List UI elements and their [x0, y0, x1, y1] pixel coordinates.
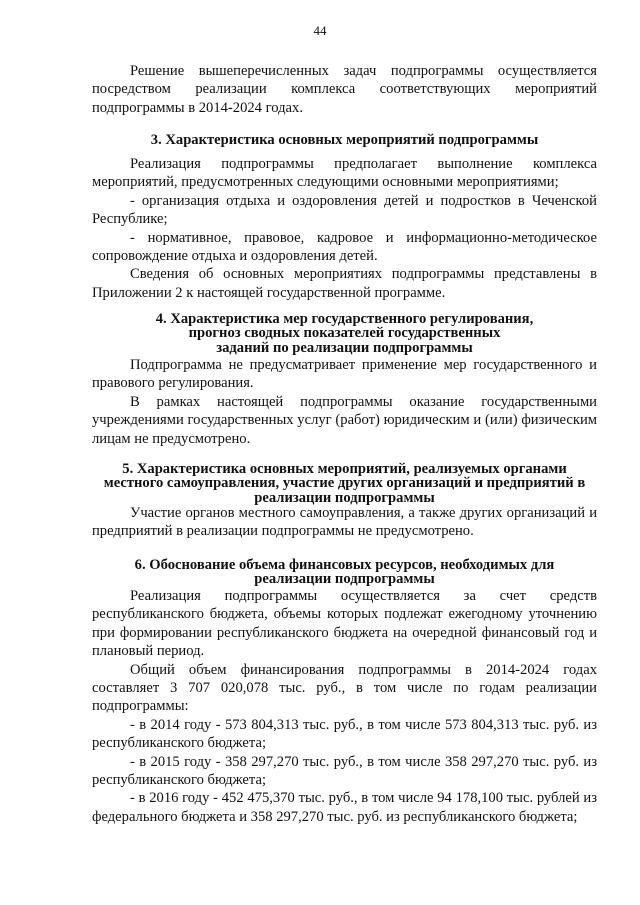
section-5-heading-line-2: местного самоуправления, участие других организаций и предприятий в	[103, 475, 586, 492]
section-3-body	[92, 155, 597, 302]
section-4-heading-block	[92, 312, 597, 355]
section-5-paragraph-1: Участие органов местного самоуправления, а также других организаций и предприятий в реализации подпрограммы не предусмотрено.	[92, 505, 597, 540]
section-5-heading-line-1: 5. Характеристика основных мероприятий, реализуемых органами	[122, 461, 567, 477]
section-3-heading-block	[92, 133, 597, 147]
section-6-paragraph-2: Общий объем финансирования подпрограммы в 2014-2024 годах составляет 3 707 020,078 тыс. руб., в том числе по годам реализации подпрограммы:	[92, 661, 597, 715]
section-4-heading-line-3: заданий по реализации подпрограммы	[216, 339, 473, 356]
page-number: 44	[313, 23, 327, 38]
section-3-heading: 3. Характеристика основных мероприятий подпрограммы	[150, 132, 539, 148]
intro-paragraph: Решение вышеперечисленных задач подпрограммы осуществляется посредством реализации комплекса соответствующих мероприятий подпрограммы в 2014-2024 годах.	[92, 63, 597, 116]
section-6-heading-line-1: 6. Обоснование объема финансовых ресурсов, необходимых для	[134, 557, 555, 573]
section-4-heading-line-2: прогноз сводных показателей государственных	[188, 325, 501, 342]
funding-2015-item: - в 2015 году - 358 297,270 тыс. руб., в том числе 358 297,270 тыс. руб. из республиканского бюджета;	[92, 753, 597, 789]
intro-paragraph-block	[92, 62, 597, 117]
section-6-heading-line-2: реализации подпрограммы	[254, 571, 435, 588]
section-3-paragraph-1: Реализация подпрограммы предполагает выполнение комплекса мероприятий, предусмотренных следующими основными мероприятиями;	[92, 156, 597, 191]
funding-2016-item: - в 2016 году - 452 475,370 тыс. руб., в том числе 94 178,100 тыс. рублей из федерального бюджета и 358 297,270 тыс. руб. из республиканского бюджета;	[92, 790, 597, 825]
section-4-body	[92, 356, 597, 448]
section-5-body	[92, 504, 597, 541]
section-4-paragraph-1: Подпрограмма не предусматривает применение мер государственного и правового регулирования.	[92, 357, 597, 392]
section-6-paragraph-1: Реализация подпрограммы осуществляется за счет средств республиканского бюджета, объемы которых подлежат ежегодному уточнению при формировании республиканского бюджета на очередной финансовый год и плановый период.	[92, 588, 597, 660]
section-3-paragraph-2: Сведения об основных мероприятиях подпрограммы представлены в Приложении 2 к настоящей государственной программе.	[92, 266, 597, 301]
section-6-body	[92, 587, 597, 826]
section-4-heading-line-1: 4. Характеристика мер государственного регулирования,	[155, 311, 534, 327]
section-5-heading-block	[92, 462, 597, 505]
section-4-paragraph-2: В рамках настоящей подпрограммы оказание государственными учреждениями государственных услуг (работ) юридическим и (или) физическим лицам не предусмотрено.	[92, 393, 597, 447]
funding-2014-item: - в 2014 году - 573 804,313 тыс. руб., в том числе 573 804,313 тыс. руб. из республиканского бюджета;	[92, 716, 597, 752]
section-6-heading-block	[92, 558, 597, 587]
section-3-bullet-2: - нормативное, правовое, кадровое и информационно-методическое сопровождение отдыха и оздоровления детей.	[92, 229, 597, 265]
section-3-bullet-1: - организация отдыха и оздоровления детей и подростков в Чеченской Республике;	[92, 192, 597, 228]
section-5-heading-line-3: реализации подпрограммы	[254, 489, 435, 506]
